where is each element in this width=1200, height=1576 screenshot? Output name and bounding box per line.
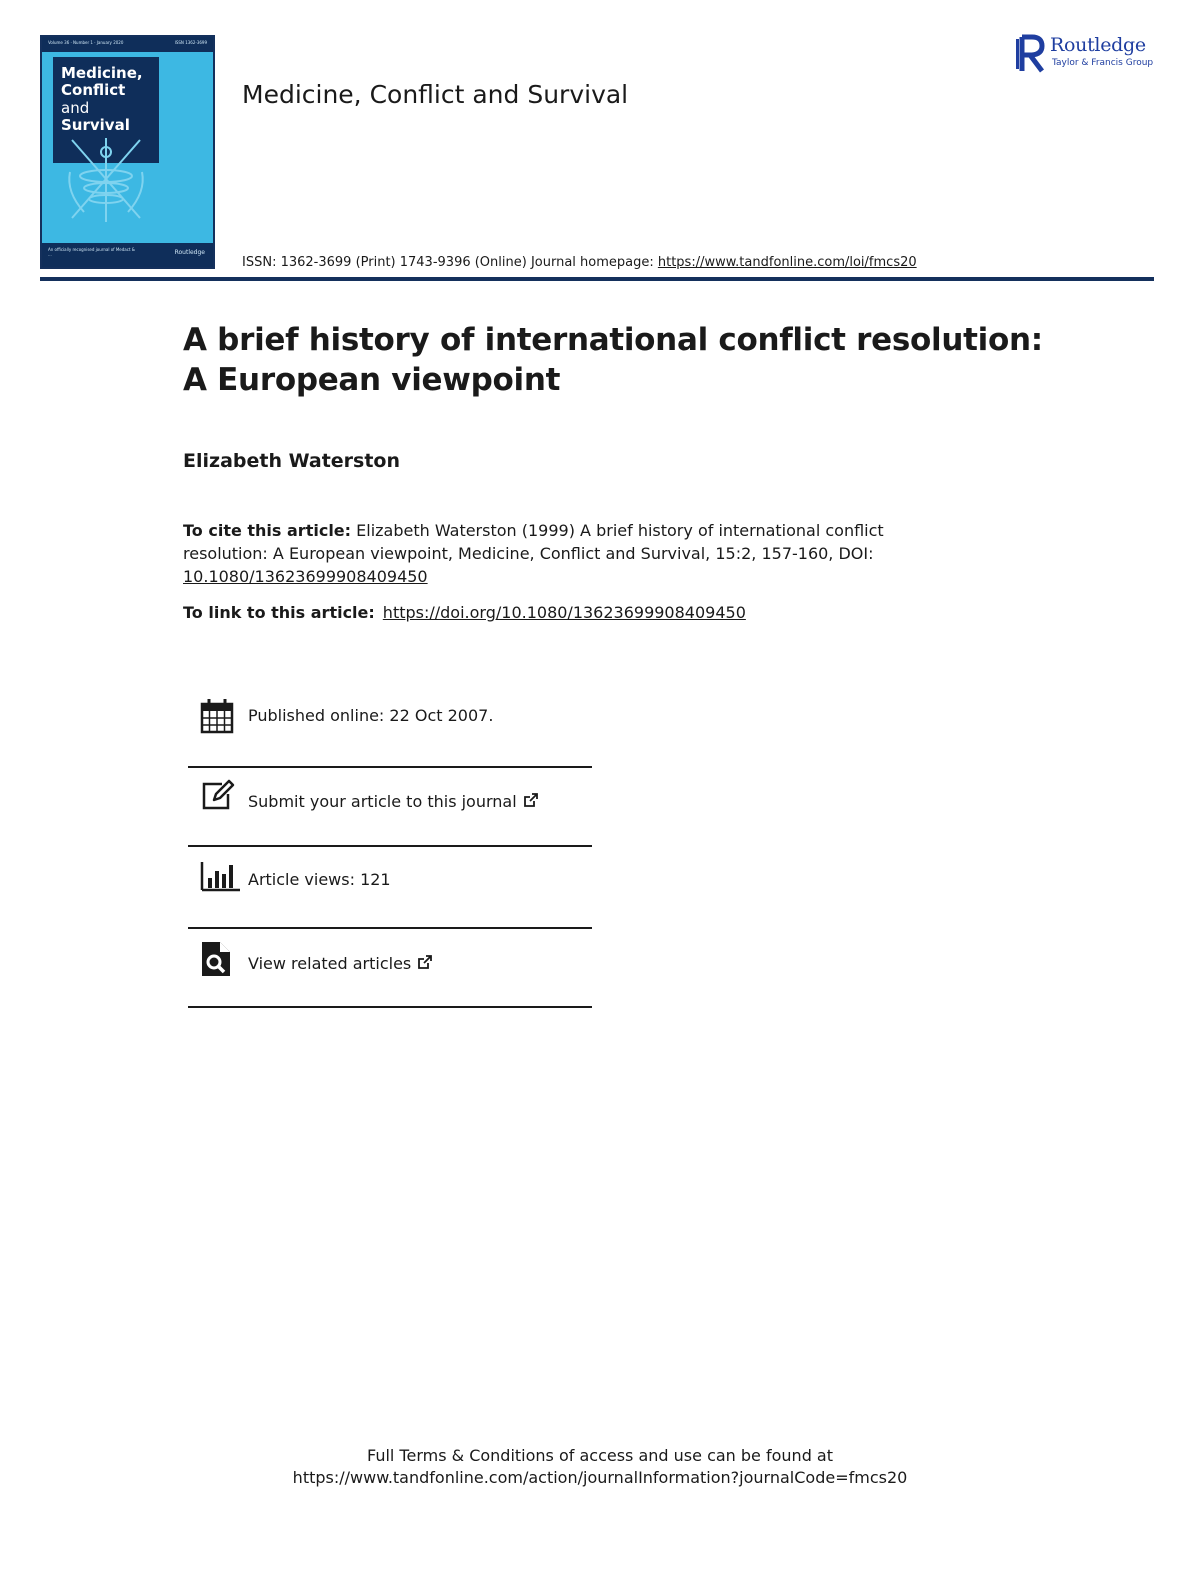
cover-bottom-bar [42, 243, 213, 267]
related-articles-link[interactable] [248, 954, 433, 973]
article-author: Elizabeth Waterston [183, 450, 401, 472]
article-title-line1: A brief history of international conflict resolution: [183, 322, 1043, 358]
external-link-icon [417, 954, 433, 970]
terms-footer [0, 1445, 1200, 1489]
published-date: Published online: 22 Oct 2007. [248, 706, 494, 725]
submit-article-label: Submit your article to this journal [248, 792, 517, 811]
journal-homepage-link[interactable]: https://www.tandfonline.com/loi/fmcs20 [657, 255, 917, 270]
external-link-icon [523, 792, 539, 808]
article-doi-link[interactable]: https://doi.org/10.1080/13623699908409450 [382, 603, 746, 622]
edit-icon [200, 778, 236, 812]
article-link-label: To link to this article: [183, 603, 375, 622]
journal-name: Medicine, Conflict and Survival [242, 80, 629, 109]
cover-title-line2: Conflict [61, 81, 126, 100]
publisher-name: Routledge [1050, 34, 1146, 56]
caduceus-emblem-icon [60, 132, 152, 226]
terms-footer-link[interactable]: https://www.tandfonline.com/action/journalInformation?journalCode=fmcs20 [292, 1468, 908, 1487]
citation-label: To cite this article: [183, 521, 352, 540]
cover-title [61, 65, 159, 134]
citation-doi-link[interactable]: 10.1080/13623699908409450 [183, 567, 428, 586]
calendar-icon [200, 698, 234, 734]
article-views: Article views: 121 [248, 870, 391, 889]
cover-top-bar [42, 37, 213, 52]
header-divider [40, 277, 1154, 281]
cover-publisher: Routledge [174, 249, 205, 256]
submit-article-link[interactable] [248, 792, 539, 811]
issn-line [242, 255, 917, 270]
cover-title-and: and [61, 98, 90, 117]
routledge-r-icon [1016, 33, 1046, 75]
cover-issue-info: Volume 36 · Number 1 · January 2020 [48, 40, 124, 45]
article-title [183, 320, 1043, 400]
submit-article-row[interactable] [188, 776, 592, 828]
cover-issn: ISSN 1362-3699 [174, 40, 207, 45]
issn-text: ISSN: 1362-3699 (Print) 1743-9396 (Online) Journal homepage: [242, 255, 658, 270]
info-divider-4 [188, 1006, 592, 1008]
info-divider-3 [188, 927, 592, 929]
citation-block [183, 519, 923, 588]
related-articles-row[interactable] [188, 940, 592, 984]
terms-footer-text: Full Terms & Conditions of access and use can be found at [366, 1446, 834, 1465]
routledge-logo [1016, 33, 1166, 77]
document-search-icon [200, 940, 232, 978]
journal-cover [40, 35, 215, 269]
publisher-subtitle: Taylor & Francis Group [1052, 58, 1154, 68]
info-divider-1 [188, 766, 592, 768]
related-articles-label: View related articles [248, 954, 412, 973]
cover-bottom-text: An officially recognised journal of Medact & ... [48, 247, 135, 257]
cover-title-line1: Medicine, [61, 64, 143, 82]
bar-chart-icon [200, 860, 240, 892]
published-row [188, 698, 592, 736]
cover-title-line3: Survival [61, 115, 130, 134]
article-views-row [188, 858, 592, 898]
article-link-line [183, 603, 746, 622]
citation-text: Elizabeth Waterston (1999) A brief history of international conflict resolution: A European viewpoint, Medicine, Conflict and Survival, 15:2, 157-160, DOI: [183, 521, 884, 563]
article-title-line2: A European viewpoint [183, 362, 561, 398]
info-divider-2 [188, 845, 592, 847]
